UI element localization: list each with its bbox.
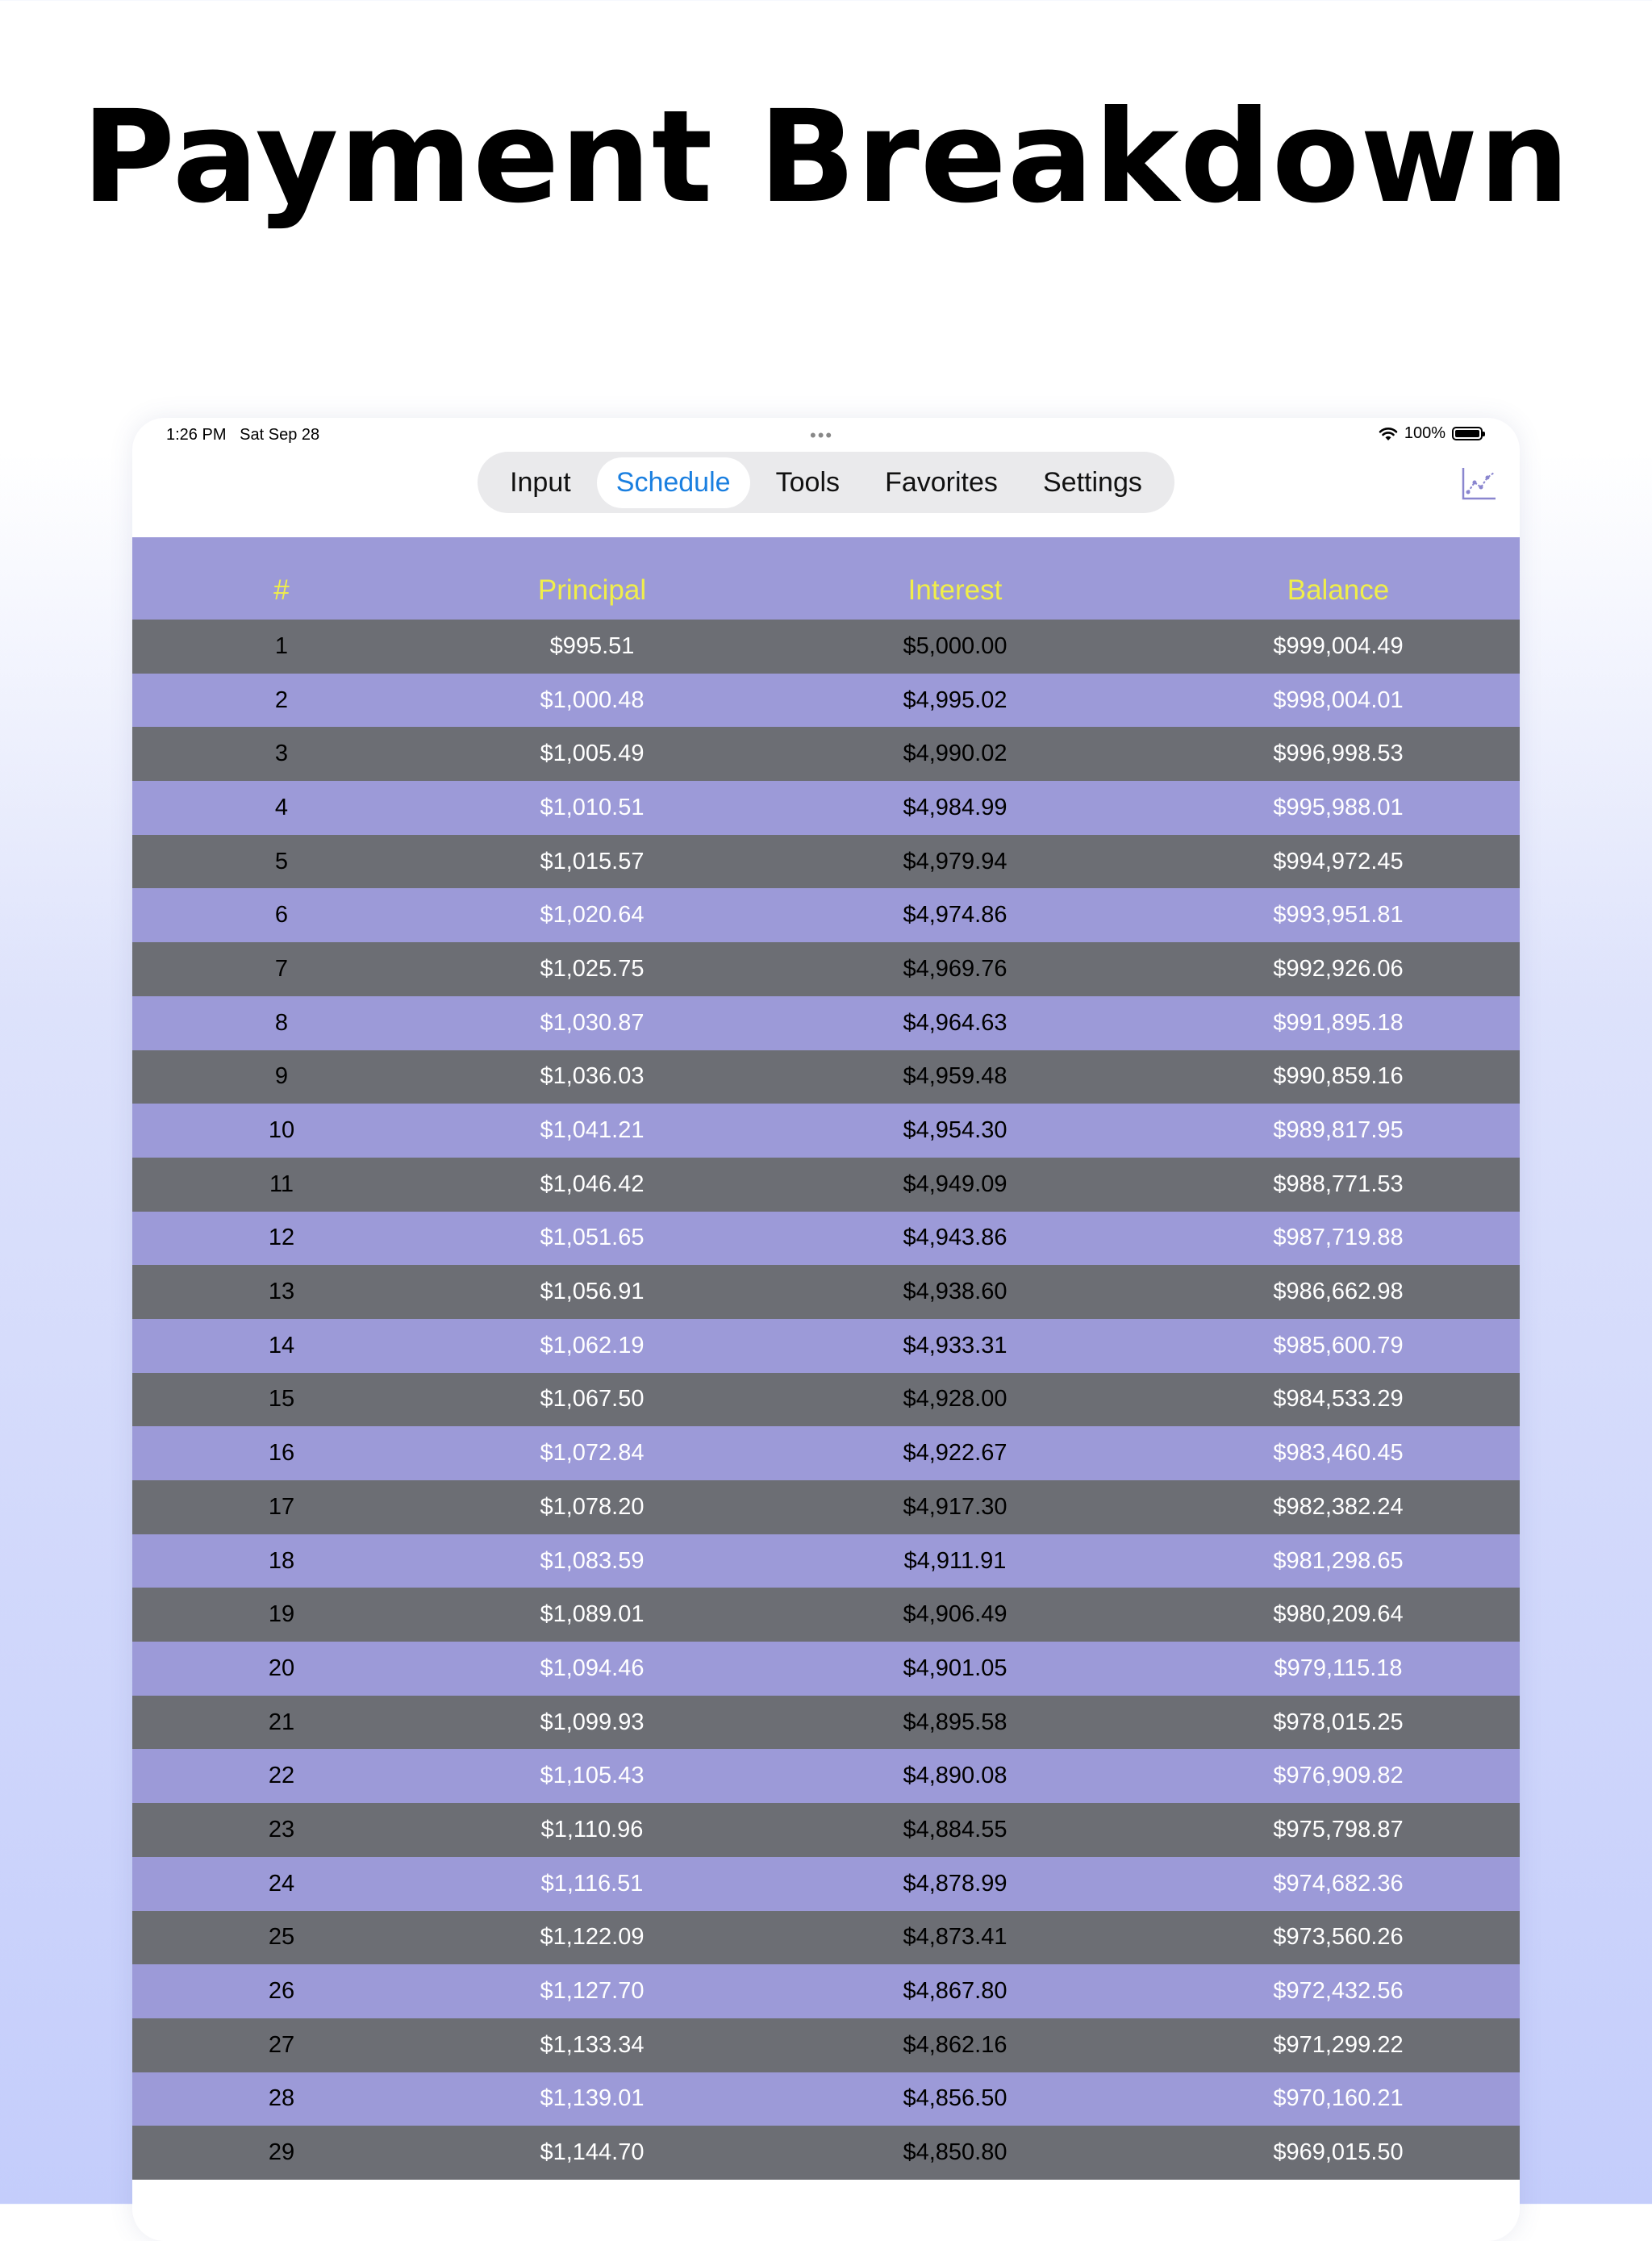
cell-interest: $4,938.60 xyxy=(903,1279,1007,1305)
cell-balance: $995,988.01 xyxy=(1273,794,1404,820)
battery-icon xyxy=(1452,427,1483,440)
cell-number: 27 xyxy=(268,2031,295,2058)
cell-principal: $1,000.48 xyxy=(540,686,645,713)
cell-balance: $976,909.82 xyxy=(1273,1763,1404,1789)
cell-balance: $978,015.25 xyxy=(1273,1709,1404,1735)
table-row xyxy=(132,1803,1520,1857)
table-row xyxy=(132,942,1520,996)
cell-number: 11 xyxy=(269,1171,294,1197)
cell-number: 5 xyxy=(274,848,289,874)
cell-number: 28 xyxy=(268,2085,295,2112)
cell-number: 24 xyxy=(268,1870,295,1897)
cell-balance: $991,895.18 xyxy=(1273,1009,1404,1036)
cell-number: 16 xyxy=(268,1440,295,1467)
status-indicators xyxy=(1379,424,1483,443)
cell-balance: $996,998.53 xyxy=(1273,741,1404,767)
cell-balance: $975,798.87 xyxy=(1273,1816,1404,1842)
table-row xyxy=(132,835,1520,889)
cell-balance: $974,682.36 xyxy=(1273,1870,1404,1897)
cell-number: 6 xyxy=(274,902,289,929)
table-row xyxy=(132,674,1520,728)
cell-principal: $1,005.49 xyxy=(540,741,645,767)
cell-number: 22 xyxy=(268,1763,295,1789)
page-headline: Payment Breakdown xyxy=(81,83,1571,232)
cell-interest: $4,949.09 xyxy=(903,1171,1007,1197)
cell-number: 17 xyxy=(268,1493,295,1520)
cell-number: 23 xyxy=(268,1816,295,1842)
table-row xyxy=(132,1588,1520,1642)
cell-principal: $1,089.01 xyxy=(540,1601,645,1628)
cell-interest: $4,954.30 xyxy=(903,1117,1007,1144)
amortization-table xyxy=(132,537,1520,2180)
cell-number: 13 xyxy=(268,1279,295,1305)
table-body xyxy=(132,620,1520,2180)
cell-principal: $1,078.20 xyxy=(540,1493,645,1520)
cell-interest: $4,890.08 xyxy=(903,1763,1007,1789)
cell-principal: $1,122.09 xyxy=(540,1924,645,1951)
status-date: Sat Sep 28 xyxy=(240,426,320,444)
table-row xyxy=(132,1911,1520,1965)
cell-balance: $986,662.98 xyxy=(1273,1279,1404,1305)
cell-interest: $4,984.99 xyxy=(903,794,1007,820)
cell-principal: $1,110.96 xyxy=(540,1816,644,1842)
tab-schedule[interactable]: Schedule xyxy=(597,457,750,508)
cell-number: 25 xyxy=(268,1924,295,1951)
cell-number: 9 xyxy=(274,1063,289,1090)
header-principal: Principal xyxy=(537,574,647,606)
status-time-date xyxy=(166,426,319,444)
table-row xyxy=(132,996,1520,1050)
cell-number: 19 xyxy=(268,1601,295,1628)
cell-number: 4 xyxy=(274,794,289,820)
cell-principal: $1,067.50 xyxy=(540,1386,645,1413)
cell-principal: $1,046.42 xyxy=(540,1171,645,1197)
cell-balance: $999,004.49 xyxy=(1273,632,1404,659)
table-row xyxy=(132,1480,1520,1534)
cell-interest: $4,922.67 xyxy=(903,1440,1007,1467)
cell-principal: $1,062.19 xyxy=(540,1332,645,1358)
cell-principal: $1,051.65 xyxy=(540,1225,645,1251)
tab-bar xyxy=(478,452,1174,513)
cell-number: 7 xyxy=(274,955,289,982)
table-row xyxy=(132,1050,1520,1104)
cell-principal: $995.51 xyxy=(549,632,635,659)
cell-balance: $989,817.95 xyxy=(1273,1117,1404,1144)
cell-number: 15 xyxy=(268,1386,295,1413)
cell-principal: $1,015.57 xyxy=(540,848,645,874)
cell-interest: $4,995.02 xyxy=(903,686,1007,713)
cell-balance: $969,015.50 xyxy=(1273,2139,1404,2166)
battery-percent: 100% xyxy=(1404,424,1446,442)
cell-principal: $1,116.51 xyxy=(540,1870,644,1897)
tab-tools[interactable]: Tools xyxy=(775,466,841,498)
cell-principal: $1,144.70 xyxy=(540,2139,645,2166)
status-time: 1:26 PM xyxy=(166,426,227,444)
cell-interest: $4,867.80 xyxy=(903,1978,1007,2005)
cell-number: 21 xyxy=(268,1709,295,1735)
table-row xyxy=(132,1373,1520,1427)
cell-balance: $981,298.65 xyxy=(1273,1547,1404,1574)
header-interest: Interest xyxy=(907,574,1003,606)
cell-interest: $4,974.86 xyxy=(903,902,1007,929)
cell-principal: $1,056.91 xyxy=(540,1279,645,1305)
tab-settings[interactable]: Settings xyxy=(1043,466,1142,498)
cell-interest: $4,901.05 xyxy=(903,1655,1007,1681)
cell-interest: $4,917.30 xyxy=(903,1493,1007,1520)
table-row xyxy=(132,2018,1520,2072)
table-row xyxy=(132,1212,1520,1266)
cell-interest: $4,969.76 xyxy=(903,955,1007,982)
table-header xyxy=(132,537,1520,620)
cell-principal: $1,025.75 xyxy=(540,955,645,982)
table-row xyxy=(132,1534,1520,1588)
cell-principal: $1,133.34 xyxy=(540,2031,645,2058)
cell-principal: $1,020.64 xyxy=(540,902,645,929)
table-row xyxy=(132,888,1520,942)
cell-balance: $972,432.56 xyxy=(1273,1978,1404,2005)
tab-favorites[interactable]: Favorites xyxy=(885,466,998,498)
cell-interest: $4,895.58 xyxy=(903,1709,1007,1735)
cell-number: 29 xyxy=(268,2139,295,2166)
header-balance: Balance xyxy=(1287,574,1390,606)
tab-input[interactable]: Input xyxy=(510,466,571,498)
cell-interest: $4,884.55 xyxy=(903,1816,1007,1842)
cell-principal: $1,139.01 xyxy=(540,2085,645,2112)
cell-balance: $990,859.16 xyxy=(1273,1063,1404,1090)
cell-balance: $988,771.53 xyxy=(1273,1171,1404,1197)
cell-principal: $1,030.87 xyxy=(540,1009,645,1036)
cell-number: 8 xyxy=(274,1009,289,1036)
cell-balance: $982,382.24 xyxy=(1273,1493,1404,1520)
table-row xyxy=(132,1319,1520,1373)
cell-balance: $994,972.45 xyxy=(1273,848,1404,874)
cell-interest: $4,964.63 xyxy=(903,1009,1007,1036)
cell-interest: $4,856.50 xyxy=(903,2085,1007,2112)
cell-number: 3 xyxy=(274,741,289,767)
cell-principal: $1,099.93 xyxy=(540,1709,645,1735)
cell-principal: $1,094.46 xyxy=(540,1655,645,1681)
cell-number: 14 xyxy=(268,1332,295,1358)
ipad-screen xyxy=(132,418,1520,2241)
cell-principal: $1,083.59 xyxy=(540,1547,645,1574)
cell-number: 10 xyxy=(268,1117,295,1144)
table-row xyxy=(132,1749,1520,1803)
cell-balance: $970,160.21 xyxy=(1273,2085,1404,2112)
status-bar xyxy=(132,418,1520,453)
cell-interest: $4,906.49 xyxy=(903,1601,1007,1628)
table-row xyxy=(132,1964,1520,2018)
cell-balance: $971,299.22 xyxy=(1273,2031,1404,2058)
table-row xyxy=(132,2072,1520,2126)
multitasking-dots-icon[interactable]: ••• xyxy=(810,425,834,445)
cell-principal: $1,010.51 xyxy=(540,794,645,820)
chart-icon[interactable] xyxy=(1460,465,1497,502)
cell-interest: $4,990.02 xyxy=(903,741,1007,767)
cell-interest: $4,873.41 xyxy=(903,1924,1007,1951)
cell-interest: $4,943.86 xyxy=(903,1225,1007,1251)
table-row xyxy=(132,1426,1520,1480)
cell-balance: $973,560.26 xyxy=(1273,1924,1404,1951)
cell-principal: $1,072.84 xyxy=(540,1440,645,1467)
cell-interest: $4,850.80 xyxy=(903,2139,1007,2166)
table-row xyxy=(132,1857,1520,1911)
cell-interest: $4,911.91 xyxy=(903,1547,1007,1574)
cell-interest: $4,928.00 xyxy=(903,1386,1007,1413)
table-row xyxy=(132,1696,1520,1750)
cell-number: 2 xyxy=(274,686,289,713)
cell-principal: $1,036.03 xyxy=(540,1063,645,1090)
cell-number: 20 xyxy=(268,1655,295,1681)
table-row xyxy=(132,2126,1520,2180)
header-number: # xyxy=(273,574,290,606)
cell-principal: $1,041.21 xyxy=(540,1117,645,1144)
cell-interest: $4,862.16 xyxy=(903,2031,1007,2058)
table-row xyxy=(132,727,1520,781)
cell-interest: $4,933.31 xyxy=(903,1332,1007,1358)
cell-balance: $993,951.81 xyxy=(1273,902,1404,929)
cell-balance: $983,460.45 xyxy=(1273,1440,1404,1467)
wifi-icon xyxy=(1379,427,1398,441)
cell-balance: $998,004.01 xyxy=(1273,686,1404,713)
cell-number: 18 xyxy=(268,1547,295,1574)
cell-balance: $992,926.06 xyxy=(1273,955,1404,982)
table-row xyxy=(132,1104,1520,1158)
table-row xyxy=(132,1158,1520,1212)
table-row xyxy=(132,1265,1520,1319)
cell-interest: $4,878.99 xyxy=(903,1870,1007,1897)
cell-interest: $4,979.94 xyxy=(903,848,1007,874)
table-row xyxy=(132,1642,1520,1696)
cell-balance: $980,209.64 xyxy=(1273,1601,1404,1628)
cell-interest: $4,959.48 xyxy=(903,1063,1007,1090)
cell-principal: $1,105.43 xyxy=(540,1763,645,1789)
table-row xyxy=(132,620,1520,674)
cell-number: 26 xyxy=(268,1978,295,2005)
cell-balance: $987,719.88 xyxy=(1273,1225,1404,1251)
cell-principal: $1,127.70 xyxy=(540,1978,645,2005)
cell-balance: $979,115.18 xyxy=(1274,1655,1403,1681)
cell-number: 12 xyxy=(268,1225,295,1251)
cell-interest: $5,000.00 xyxy=(903,632,1007,659)
cell-number: 1 xyxy=(274,632,289,659)
table-row xyxy=(132,781,1520,835)
cell-balance: $984,533.29 xyxy=(1273,1386,1404,1413)
cell-balance: $985,600.79 xyxy=(1273,1332,1404,1358)
